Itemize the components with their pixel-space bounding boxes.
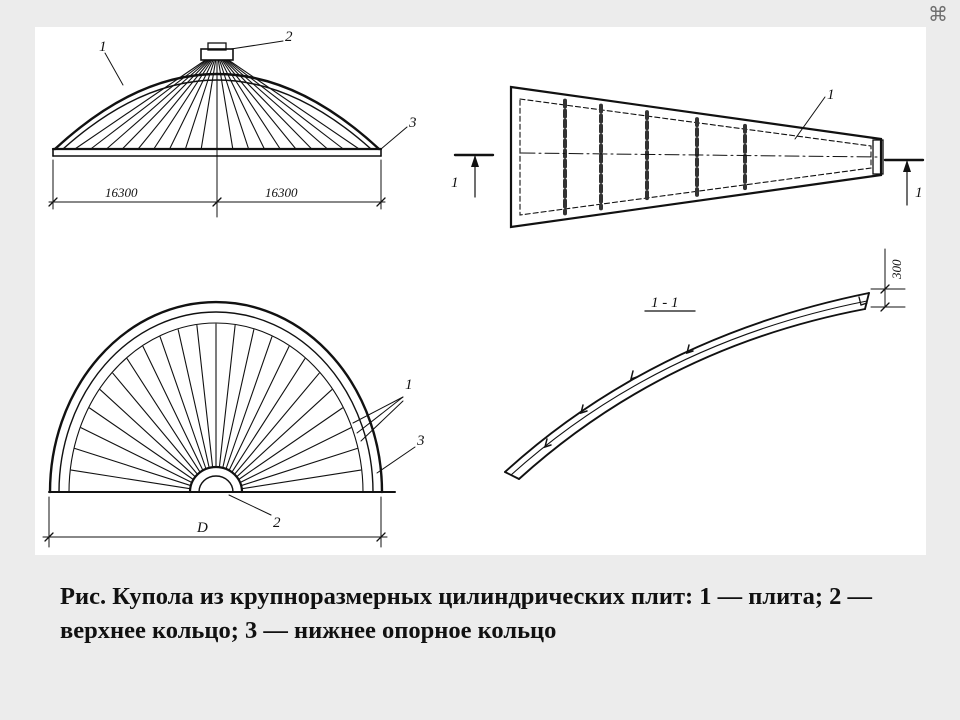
rib-line: [100, 390, 194, 477]
section-dim-thickness: 300: [889, 259, 904, 279]
elevation-dim-right: 16300: [265, 185, 298, 200]
rib-line: [237, 390, 331, 477]
elevation-label-plate: 1: [99, 39, 107, 55]
dome-drawing: [35, 27, 926, 555]
rib-line: [107, 60, 209, 149]
rib-line: [113, 373, 197, 473]
rib-line: [220, 325, 236, 466]
rib-line: [75, 60, 206, 149]
plate-view: [455, 87, 923, 227]
rib-line: [225, 60, 312, 149]
slide-corner-mark: ⌘: [928, 2, 948, 26]
section-mark-left: 1: [451, 175, 459, 191]
elevation-dim-left: 16300: [105, 185, 138, 200]
section-mark-right: 1: [915, 185, 923, 201]
rib-line: [221, 60, 265, 149]
rib-line: [226, 337, 272, 468]
dome-plan: [43, 302, 415, 547]
rib-line: [197, 325, 213, 466]
rib-line: [228, 60, 359, 149]
plan-label-bottom-ring: 3: [417, 433, 425, 449]
section-title: 1 - 1: [651, 295, 679, 311]
rib-line: [160, 337, 206, 468]
figure-panel: [35, 27, 926, 555]
plan-label-top-ring: 2: [273, 515, 281, 531]
elevation-label-top-ring: 2: [285, 29, 293, 45]
figure-caption: Рис. Купола из крупноразмерных цилиндрических плит: 1 — плита; 2 — верхнее кольцо; 3 — нижнее опорное кольцо: [60, 583, 873, 644]
plan-dim-diameter: D: [197, 520, 208, 536]
rib-line: [90, 408, 193, 479]
section-1-1: [505, 249, 905, 479]
plan-label-plate: 1: [405, 377, 413, 393]
rib-line: [235, 373, 319, 473]
rib-line: [239, 408, 342, 479]
dome-elevation: [49, 41, 407, 217]
rib-line: [122, 60, 209, 149]
rib-line: [226, 60, 328, 149]
plate-label: 1: [827, 87, 835, 103]
rib-line: [170, 60, 214, 149]
elevation-label-bottom-ring: 3: [409, 115, 417, 131]
